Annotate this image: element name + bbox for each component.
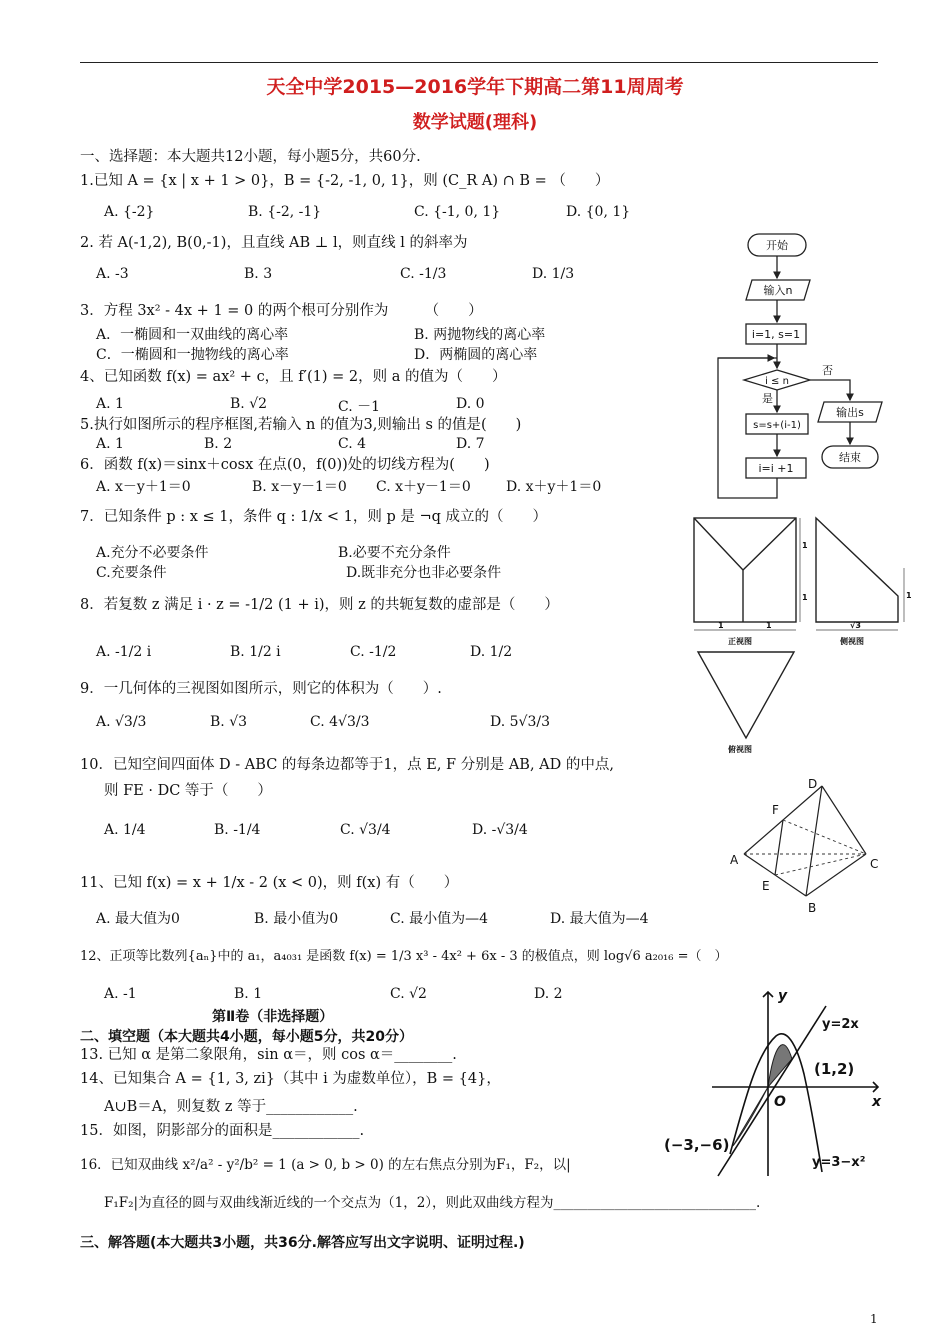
tetra-label-b: B [808,901,817,915]
front-view-label: 正视图 [728,637,752,646]
q13-text: 13. 已知 α 是第二象限角，sin α＝，则 cos α＝________. [80,1047,457,1063]
top-view-label: 俯视图 [728,745,752,754]
q10-stem-line2: 则 FE · DC 等于（ ） [104,783,272,799]
q1-option-b: B. {-2, -1} [248,204,322,220]
line-y-2x [718,1006,826,1176]
graph-label-point1: (1,2) [814,1060,855,1078]
q9-stem: 9．一几何体的三视图如图所示，则它的体积为（ ）. [80,681,442,697]
tetra-label-a: A [730,853,739,867]
q6-option-d: D. x＋y＋1＝0 [506,479,602,495]
flow-output-label: 输出s [836,406,864,419]
q10-option-a: A. 1/4 [104,822,146,838]
q3-stem: 3．方程 3x² - 4x + 1 = 0 的两个根可分别作为 （ ） [80,303,483,319]
q4-option-a: A. 1 [96,396,124,412]
q12-stem: 12、正项等比数列{aₙ}中的 a₁，a₄₀₃₁ 是函数 f(x) = 1/3 x³ - 4x² + 6x - 3 的极值点，则 log√6 a₂₀₁₆ =（ ） [80,949,728,964]
q1-option-d: D. {0, 1} [566,204,631,220]
q5-stem: 5.执行如图所示的程序框图,若输入 n 的值为3,则输出 s 的值是( ) [80,417,522,433]
q6-option-a: A. x－y＋1＝0 [96,479,191,495]
graph-label-parabola: y=3−x² [812,1155,866,1170]
q2-option-d: D. 1/3 [532,266,575,282]
section-answer-heading: 三、解答题(本大题共3小题，共36分.解答应写出文字说明、证明过程.) [80,1235,525,1251]
q9-option-c: C. 4√3/3 [310,714,370,730]
q4-option-b: B. √2 [230,396,268,412]
area-graph [652,984,888,1180]
flow-init-label: i=1, s=1 [751,328,801,341]
q5-option-a: A. 1 [96,436,124,452]
q11-option-b: B. 最小值为0 [254,911,339,927]
q2-option-a: A. -3 [96,266,129,282]
q7-option-a: A.充分不必要条件 [96,545,209,561]
tetrahedron-figure [726,774,886,916]
q10-option-c: C. √3/4 [340,822,391,838]
q7-option-c: C.充要条件 [96,565,167,581]
q8-option-c: C. -1/2 [350,644,397,660]
flow-end-label: 结束 [839,451,861,464]
front-dim-right: 1 [766,621,772,630]
q9-option-a: A. √3/3 [96,714,147,730]
flowchart [712,228,892,504]
q3-option-b: B. 两抛物线的离心率 [414,327,546,343]
graph-label-origin: O [774,1094,786,1110]
q6-stem: 6．函数 f(x)＝sinx＋cosx 在点(0，f(0))处的切线方程为( ) [80,457,490,473]
graph-label-point2: (−3,−6) [664,1136,730,1154]
q3-option-a: A．一椭圆和一双曲线的离心率 [96,327,289,343]
graph-label-y: y [778,988,788,1004]
q5-option-b: B. 2 [204,436,233,452]
q12-option-c: C. √2 [390,986,427,1002]
q16-text: 16．已知双曲线 x²/a² - y²/b² = 1 (a > 0, b > 0) 的左右焦点分别为F₁，F₂，以| [80,1157,571,1173]
flow-start-label: 开始 [766,239,788,252]
side-view-label: 侧视图 [840,637,864,646]
q1-option-c: C. {-1, 0, 1} [414,204,501,220]
q10-option-b: B. -1/4 [214,822,261,838]
front-dim-bottom: 1 [802,593,808,602]
front-dim-top: 1 [802,541,808,550]
q7-option-b: B.必要不充分条件 [338,545,451,561]
front-dim-left: 1 [718,621,724,630]
q3-option-d: D．两椭圆的离心率 [414,347,538,363]
q10-stem: 10．已知空间四面体 D - ABC 的每条边都等于1，点 E, F 分别是 AB, AD 的中点, [80,757,614,773]
q7-stem: 7．已知条件 p : x ≤ 1，条件 q : 1/x < 1，则 p 是 ¬q 成立的（ ） [80,509,548,525]
graph-label-line: y=2x [822,1017,859,1032]
exam-subtitle: 数学试题(理科) [412,112,538,133]
q12-option-d: D. 2 [534,986,563,1002]
flow-yes-label: 是 [762,392,773,405]
section-choice-heading: 一、选择题：本大题共12小题，每小题5分，共60分. [80,149,421,165]
q8-option-a: A. -1/2 i [96,644,152,660]
q4-option-c: C. －1 [338,399,381,415]
q11-option-d: D. 最大值为—4 [550,911,649,927]
shaded-region-lower [733,1087,768,1146]
q14-text-line2: A∪B＝A，则复数 z 等于____________. [104,1099,358,1115]
q12-option-b: B. 1 [234,986,263,1002]
q6-option-c: C. x＋y－1＝0 [376,479,471,495]
q11-option-a: A. 最大值为0 [96,911,180,927]
q1-stem: 1.已知 A = {x | x + 1 > 0}，B = {-2, -1, 0, 1}，则 (C_R A) ∩ B = （ ） [80,173,610,189]
side-dim-bottom: √3 [850,621,861,630]
page-number: 1 [870,1312,878,1326]
part2-heading: 第Ⅱ卷（非选择题） [212,1009,334,1025]
q4-option-d: D. 0 [456,396,485,412]
q2-option-b: B. 3 [244,266,273,282]
q2-option-c: C. -1/3 [400,266,447,282]
side-dim-right: 1 [906,591,912,600]
q9-option-b: B. √3 [210,714,248,730]
q16-text-line2: F₁F₂|为直径的圆与双曲线渐近线的一个交点为（1，2），则此双曲线方程为______________________________. [104,1195,761,1211]
q11-stem: 11、已知 f(x) = x + 1/x - 2 (x < 0)，则 f(x) 有（ ） [80,875,459,891]
q11-option-c: C. 最小值为—4 [390,911,489,927]
exam-title: 天全中学2015—2016学年下期高二第11周周考 [266,76,684,98]
graph-label-x: x [872,1094,882,1110]
top-rule [80,62,878,63]
q5-option-d: D. 7 [456,436,485,452]
tetra-label-e: E [762,879,770,893]
q15-text: 15．如图，阴影部分的面积是____________. [80,1123,365,1139]
q3-option-c: C．一椭圆和一抛物线的离心率 [96,347,289,363]
q8-stem: 8．若复数 z 满足 i · z = -1/2 (1 + i)，则 z 的共轭复数的虚部是（ ） [80,597,559,613]
flow-input-label: 输入n [763,284,793,297]
flow-no-label: 否 [822,364,833,377]
tetra-label-c: C [870,857,879,871]
section-fill-heading: 二、填空题（本大题共4小题，每小题5分，共20分） [80,1029,413,1045]
q8-option-b: B. 1/2 i [230,644,281,660]
q2-stem: 2. 若 A(-1,2), B(0,-1)，且直线 AB ⊥ l，则直线 l 的斜率为 [80,235,468,251]
tetra-label-f: F [772,803,779,817]
flow-condition-label: i ≤ n [765,376,789,387]
q8-option-d: D. 1/2 [470,644,513,660]
q1-option-a: A. {-2} [104,204,155,220]
q6-option-b: B. x－y－1＝0 [252,479,347,495]
q9-option-d: D. 5√3/3 [490,714,550,730]
q5-option-c: C. 4 [338,436,367,452]
q4-stem: 4、已知函数 f(x) = ax² + c，且 f′(1) = 2，则 a 的值为（ ） [80,369,507,385]
q12-option-a: A. -1 [104,986,137,1002]
flow-update-s-label: s=s+(i-1) [753,420,801,431]
side-view-shape [816,518,898,622]
tetra-label-d: D [808,777,818,791]
three-view-drawing [688,512,918,758]
q7-option-d: D.既非充分也非必要条件 [346,565,502,581]
q14-text: 14、已知集合 A = {1, 3, zi}（其中 i 为虚数单位），B = {4}， [80,1071,501,1087]
flow-update-i-label: i=i +1 [758,462,794,475]
q10-option-d: D. -√3/4 [472,822,528,838]
top-view-triangle [698,652,794,738]
